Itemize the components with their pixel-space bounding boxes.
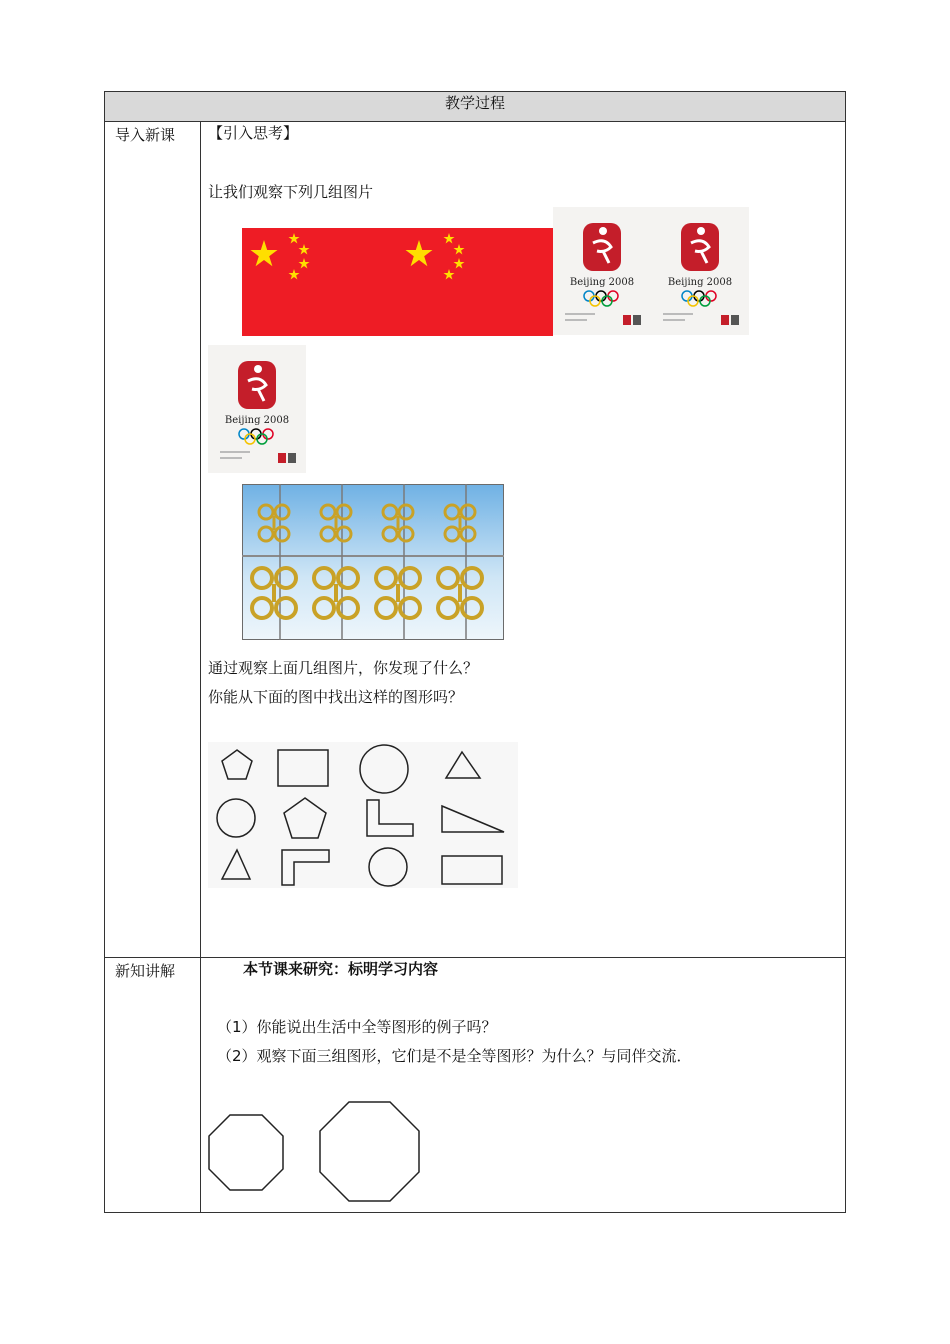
intro-heading: 【引入思考】 [208, 124, 299, 142]
new-knowledge-title: 本节课来研究：标明学习内容 [243, 960, 439, 978]
olympic-logo-image-1 [553, 207, 651, 335]
china-flag-image [242, 228, 553, 336]
logo-text-1: Beijing 2008 [569, 277, 635, 288]
new-knowledge-q1: （1）你能说出生活中全等图形的例子吗？ [217, 1018, 497, 1036]
intro-line1: 让我们观察下列几组图片 [208, 183, 374, 201]
window-pattern-image [242, 484, 504, 640]
new-knowledge-q2: （2）观察下面三组图形，它们是不是全等图形？为什么？与同伴交流． [217, 1047, 692, 1065]
octagon-large [319, 1101, 421, 1203]
intro-question2: 你能从下面的图中找出这样的图形吗？ [208, 688, 464, 706]
logo-text-3: Beijing 2008 [224, 415, 290, 426]
table-header: 教学过程 [105, 92, 845, 122]
row-label-intro: 导入新课 [115, 126, 176, 144]
row-divider [105, 957, 845, 958]
column-divider [200, 121, 201, 1212]
octagon-small [207, 1114, 285, 1192]
shapes-grid-image [208, 742, 518, 888]
intro-question1: 通过观察上面几组图片，你发现了什么？ [208, 659, 479, 677]
logo-text-2: Beijing 2008 [667, 277, 733, 288]
olympic-logo-image-2 [651, 207, 749, 335]
olympic-logo-image-3 [208, 345, 306, 473]
row-label-new-knowledge: 新知讲解 [115, 962, 176, 980]
